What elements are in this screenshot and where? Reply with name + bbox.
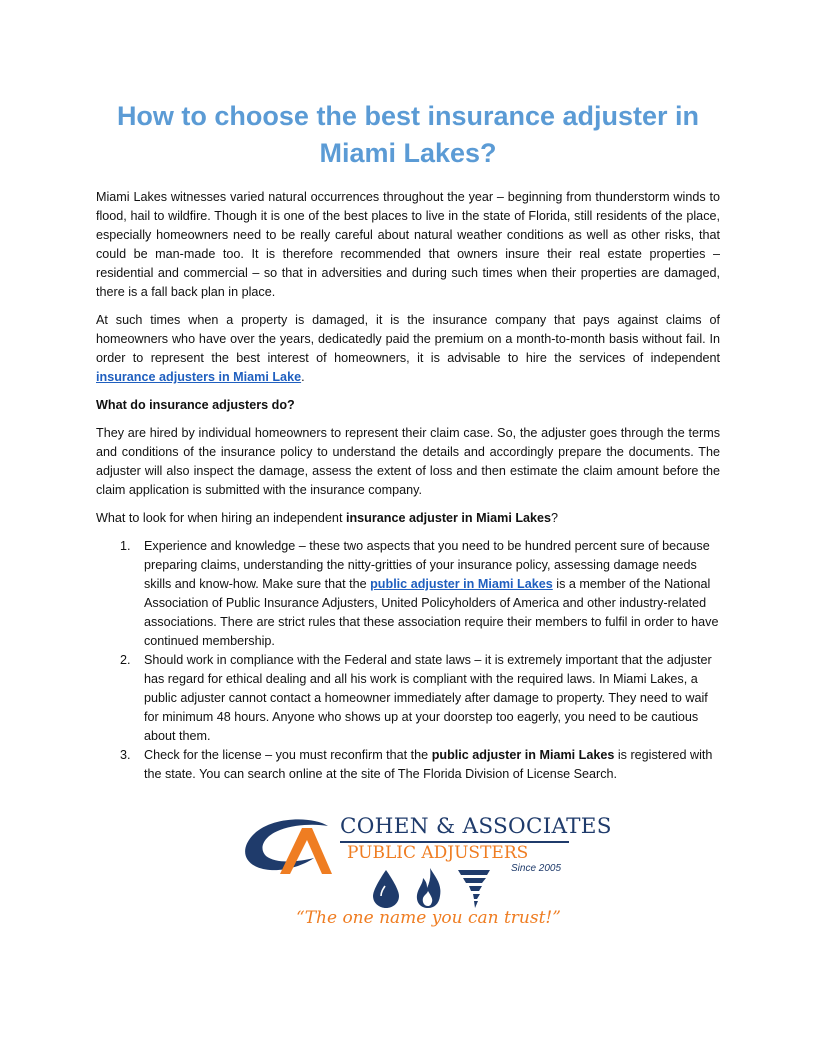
section-heading: What do insurance adjusters do? [96,398,295,412]
logo-since: Since 2005 [511,863,562,874]
list-item-text-end: is registered with the state. You can search online at the site of The Florida Division of License Search. [144,748,713,781]
list-item-text: Check for the license – you must reconfirm that the [144,748,432,762]
list-item [96,746,720,784]
lookfor-bold: insurance adjuster in Miami Lakes [345,511,552,525]
article-body [96,188,720,784]
list-item-number: 1. [120,539,131,553]
insurance-adjusters-link[interactable]: insurance adjusters in Miami Lake [96,370,302,384]
lookfor-paragraph [96,509,720,528]
lookfor-end: ? [551,511,559,525]
claims-paragraph-text: At such times when a property is damaged, it is the insurance company that pays against claims of homeowners who have over the years, dedicatedly paid the premium on a month-to-month basis without fail. In order to represent the best interest of homeowners, it is advisable to hire the services of independent [96,313,720,365]
list-item-text: Should work in compliance with the Federal and state laws – it is extremely important that the adjuster has regard for ethical dealing and all his work is compliant with the required laws. In Miami Lakes, a public adjuster cannot contact a homeowner immediately after damage to property. They need to waif for minimum 48 hours. Anyone who shows up at your doorstep too eagerly, you need to be cautious about them. [144,653,712,743]
list-item [96,537,720,651]
list-item [96,651,720,746]
public-adjuster-link[interactable]: public adjuster in Miami Lakes [370,577,553,591]
logo-tagline: “The one name you can trust!” [296,908,561,928]
logo-subtitle: PUBLIC ADJUSTERS [347,843,529,863]
list-item-text: Experience and knowledge – these two aspects that you need to be hundred percent sure of because preparing claims, understanding the nitty-gritties of your insurance policy, assessing damage needs skills and know-how. Make sure that the [144,539,710,591]
tornado-icon [458,870,490,908]
claims-paragraph [96,311,720,387]
logo-company-name: COHEN & ASSOCIATES [340,814,612,839]
criteria-list [96,537,720,784]
list-item-text-end: is a member of the National Association of Public Insurance Adjusters, United Policyholders of America and other industry-related associations. There are strict rules that these association require their members to fulfil in order to have continued membership. [144,577,719,648]
claims-paragraph-end: . [301,370,305,384]
list-item-number: 3. [120,748,131,762]
logo-a-mark-icon [280,828,332,874]
list-item-number: 2. [120,653,131,667]
company-logo [240,812,612,944]
list-item-bold: public adjuster in Miami Lakes [431,748,615,762]
intro-paragraph: Miami Lakes witnesses varied natural occurrences throughout the year – beginning from thunderstorm winds to flood, hail to wildfire. Though it is one of the best places to live in the state of Florida, still residents of the place, especially homeowners need to be really careful about natural weather conditions as well as other risks, that could be man-made too. It is therefore recommended that owners insure their real estate properties – residential and commercial – so that in adversities and during such times when their properties are damaged, there is a fall back plan in place. [96,190,720,299]
page-title: How to choose the best insurance adjuster in Miami Lakes? [116,101,700,168]
role-paragraph: They are hired by individual homeowners to represent their claim case. So, the adjuster goes through the terms and conditions of the insurance policy to understand the details and accordingly prepare the documents. The adjuster will also inspect the damage, assess the extent of loss and then estimate the claim amount before the claim application is submitted with the insurance company. [96,426,720,497]
lookfor-text: What to look for when hiring an independent [96,511,346,525]
water-drop-icon [373,870,399,908]
